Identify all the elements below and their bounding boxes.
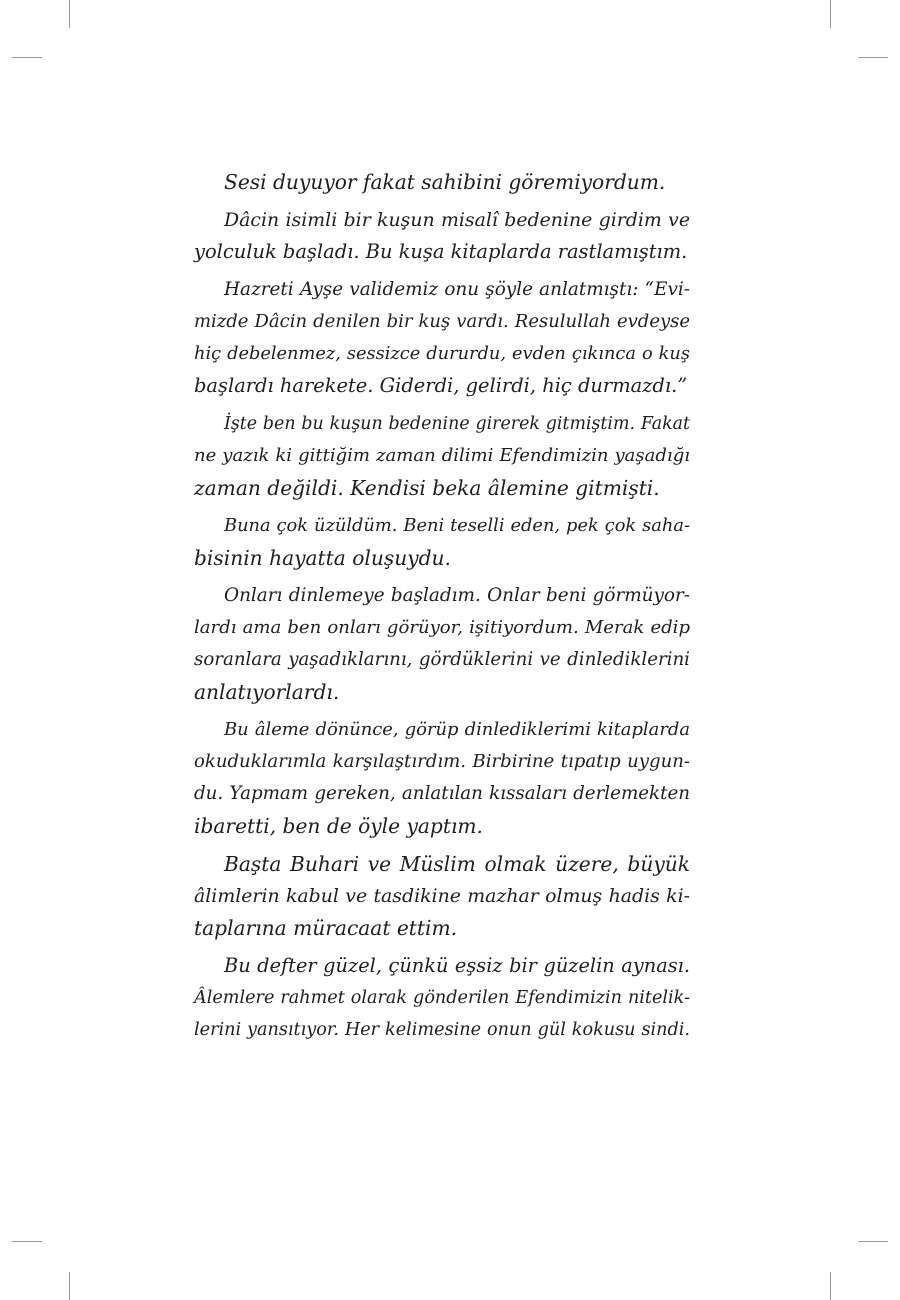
crop-mark-top-left (69, 0, 70, 28)
paragraph (194, 166, 690, 198)
text-line: taplarına müracaat ettim. (194, 916, 458, 940)
crop-mark-left-top (12, 57, 42, 58)
text-line: ne yazık ki gittiğim zaman dilimi Efendimizin yaşadığı (194, 445, 690, 466)
text-line: Dâcin isimli bir kuşun misalî bedenine girdim ve (224, 209, 690, 231)
body-text (194, 166, 690, 1052)
paragraph (194, 714, 690, 842)
text-line: başlardı harekete. Giderdi, gelirdi, hiç durmazdı.” (194, 374, 688, 397)
crop-mark-right-top (858, 57, 888, 58)
paragraph (194, 408, 690, 504)
text-line: Bu âleme dönünce, görüp dinlediklerimi kitaplarda (224, 719, 690, 740)
crop-mark-top-right (830, 0, 831, 28)
text-line: hiç debelenmez, sessizce dururdu, evden çıkınca o kuş (194, 344, 690, 364)
paragraph (194, 580, 690, 708)
crop-mark-bottom-right (830, 1272, 831, 1300)
paragraph (194, 950, 690, 1046)
text-line: âlimlerin kabul ve tasdikine mazhar olmuş hadis ki- (194, 885, 690, 907)
paragraph (194, 510, 690, 574)
text-line: anlatıyorlardı. (194, 680, 340, 704)
text-line: zaman değildi. Kendisi beka âlemine gitmişti. (194, 476, 660, 500)
text-line: mizde Dâcin denilen bir kuş vardı. Resulullah evdeyse (194, 311, 690, 332)
text-line: okuduklarımla karşılaştırdım. Birbirine tıpatıp uygun- (194, 751, 690, 772)
crop-mark-right-bottom (858, 1241, 888, 1242)
text-line: yolculuk başladı. Bu kuşa kitaplarda rastlamıştım. (194, 240, 688, 263)
text-line: Sesi duyuyor fakat sahibini göremiyordum. (224, 170, 666, 194)
paragraph (194, 274, 690, 402)
crop-mark-bottom-left (69, 1272, 70, 1300)
text-line: lardı ama ben onları görüyor, işitiyordum. Merak edip (194, 617, 690, 638)
paragraph (194, 848, 690, 944)
text-line: Bu defter güzel, çünkü eşsiz bir güzelin aynası. (224, 954, 690, 977)
text-line: İşte ben bu kuşun bedenine girerek gitmiştim. Fakat (224, 414, 690, 434)
text-line: du. Yapmam gereken, anlatılan kıssaları derlemekten (194, 783, 690, 804)
text-line: Onları dinlemeye başladım. Onlar beni görmüyor- (224, 585, 690, 606)
text-line: ibaretti, ben de öyle yaptım. (194, 814, 483, 838)
text-line: Âlemlere rahmet olarak gönderilen Efendimizin nitelik- (194, 988, 690, 1008)
text-line: Hazreti Ayşe validemiz onu şöyle anlatmıştı: “Evi- (224, 279, 690, 300)
text-line: Buna çok üzüldüm. Beni teselli eden, pek çok saha- (224, 515, 690, 536)
text-line: Başta Buhari ve Müslim olmak üzere, büyük (224, 852, 690, 876)
paragraph (194, 204, 690, 268)
text-line: soranlara yaşadıklarını, gördüklerini ve dinlediklerini (194, 649, 690, 670)
crop-mark-left-bottom (12, 1241, 42, 1242)
text-line: bisinin hayatta oluşuydu. (194, 546, 451, 570)
text-line: lerini yansıtıyor. Her kelimesine onun gül kokusu sindi. (194, 1020, 690, 1040)
